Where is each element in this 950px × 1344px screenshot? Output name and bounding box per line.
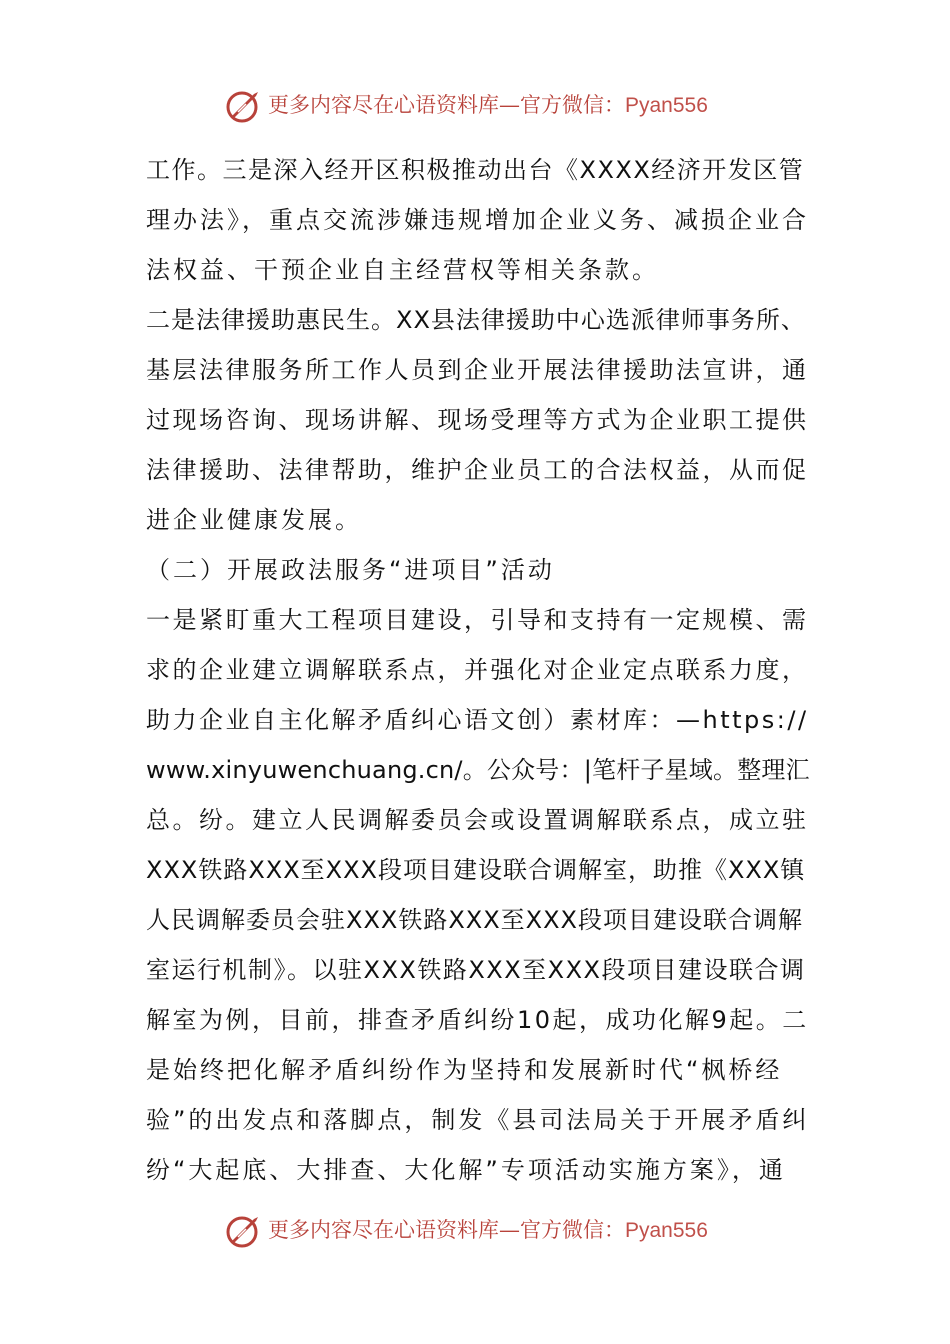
header-watermark [0, 80, 950, 130]
text-line: 一是紧盯重大工程项目建设，引导和支持有一定规模、需 [146, 606, 809, 634]
text-line: XXX铁路XXX至XXX段项目建设联合调解室，助推《XXX镇 [146, 856, 806, 884]
footer-watermark [0, 1205, 950, 1255]
text-line: 是始终把化解矛盾纠纷作为坚持和发展新时代“枫桥经 [146, 1056, 783, 1084]
text-line: 求的企业建立调解联系点，并强化对企业定点联系力度， [146, 656, 809, 684]
text-line: 理办法》，重点交流涉嫌违规增加企业义务、减损企业合 [146, 206, 809, 234]
text-line: 人民调解委员会驻XXX铁路XXX至XXX段项目建设联合调解 [146, 906, 803, 934]
text-line: 纷“大起底、大排查、大化解”专项活动实施方案》，通 [146, 1156, 786, 1184]
text-line: 验”的出发点和落脚点，制发《县司法局关于开展矛盾纠 [146, 1106, 810, 1134]
watermark-wechat-id: Pyan556 [625, 94, 708, 117]
text-line: 基层法律服务所工作人员到企业开展法律援助法宣讲，通 [146, 356, 809, 384]
watermark-part1: 更多内容尽在心语资料库 [268, 93, 499, 117]
watermark-part1: 更多内容尽在心语资料库 [268, 1218, 499, 1242]
fountain-pen-circle-icon [224, 86, 264, 126]
watermark-part2: —官方微信： [499, 93, 625, 117]
text-line: 室运行机制》。以驻XXX铁路XXX至XXX段项目建设联合调 [146, 956, 806, 984]
text-line: 法权益、干预企业自主经营权等相关条款。 [146, 256, 659, 284]
text-line: 过现场咨询、现场讲解、现场受理等方式为企业职工提供 [146, 406, 809, 434]
text-line: 工作。三是深入经开区积极推动出台《XXXX经济开发区管 [146, 156, 805, 184]
document-body [146, 145, 816, 1195]
watermark-text [268, 90, 708, 121]
watermark-text [268, 1215, 708, 1246]
fountain-pen-circle-icon [224, 1211, 264, 1251]
text-line: 助力企业自主化解矛盾纠心语文创）素材库：—https:// [146, 706, 809, 734]
watermark-wechat-id: Pyan556 [625, 1219, 708, 1242]
text-line: www.xinyuwenchuang.cn/。公众号：|笔杆子星域。整理汇 [146, 756, 810, 784]
text-line: 二是法律援助惠民生。XX县法律援助中心选派律师事务所、 [146, 306, 806, 334]
text-line: 总。纷。建立人民调解委员会或设置调解联系点，成立驻 [146, 806, 809, 834]
section-heading: （二）开展政法服务“进项目”活动 [146, 556, 555, 584]
text-line: 法律援助、法律帮助，维护企业员工的合法权益，从而促 [146, 456, 809, 484]
watermark-part2: —官方微信： [499, 1218, 625, 1242]
text-line: 解室为例，目前，排查矛盾纠纷10起，成功化解9起。二 [146, 1006, 809, 1034]
text-line: 进企业健康发展。 [146, 506, 362, 534]
